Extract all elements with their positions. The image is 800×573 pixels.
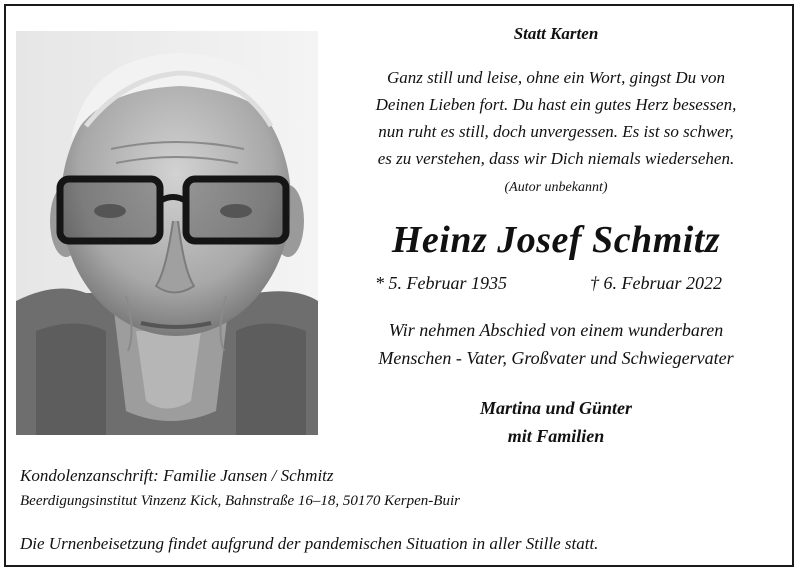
header-title: Statt Karten <box>513 24 599 43</box>
farewell-text <box>320 316 792 372</box>
poem-line: nun ruht es still, doch unvergessen. Es ist so schwer, <box>378 122 734 141</box>
undertaker-info: Beerdigungsinstitut Vinzenz Kick, Bahnstraße 16–18, 50170 Kerpen-Buir <box>20 493 460 509</box>
poem-line: es zu verstehen, dass wir Dich niemals wiedersehen. <box>377 149 735 168</box>
birth-date: * 5. Februar 1935 <box>375 273 507 293</box>
poem-line: Ganz still und leise, ohne ein Wort, gingst Du von <box>387 68 725 87</box>
farewell-line: Menschen - Vater, Großvater und Schwiegervater <box>378 348 734 368</box>
life-dates <box>320 273 792 297</box>
portrait-photo <box>16 31 318 435</box>
death-date: † 6. Februar 2022 <box>590 273 722 293</box>
farewell-line: Wir nehmen Abschied von einem wunderbaren <box>388 320 724 340</box>
poem-line: Deinen Lieben fort. Du hast ein gutes Herz besessen, <box>375 95 737 114</box>
family-line: mit Familien <box>507 426 605 446</box>
burial-notice: Die Urnenbeisetzung findet aufgrund der pandemischen Situation in aller Stille statt. <box>20 534 599 553</box>
deceased-name: Heinz Josef Schmitz <box>391 219 721 261</box>
poem-author: (Autor unbekannt) <box>504 180 608 195</box>
family-line: Martina und Günter <box>479 398 633 418</box>
family-signature <box>320 394 792 450</box>
poem <box>320 64 792 172</box>
condolence-address: Kondolenzanschrift: Familie Jansen / Schmitz <box>20 466 334 485</box>
